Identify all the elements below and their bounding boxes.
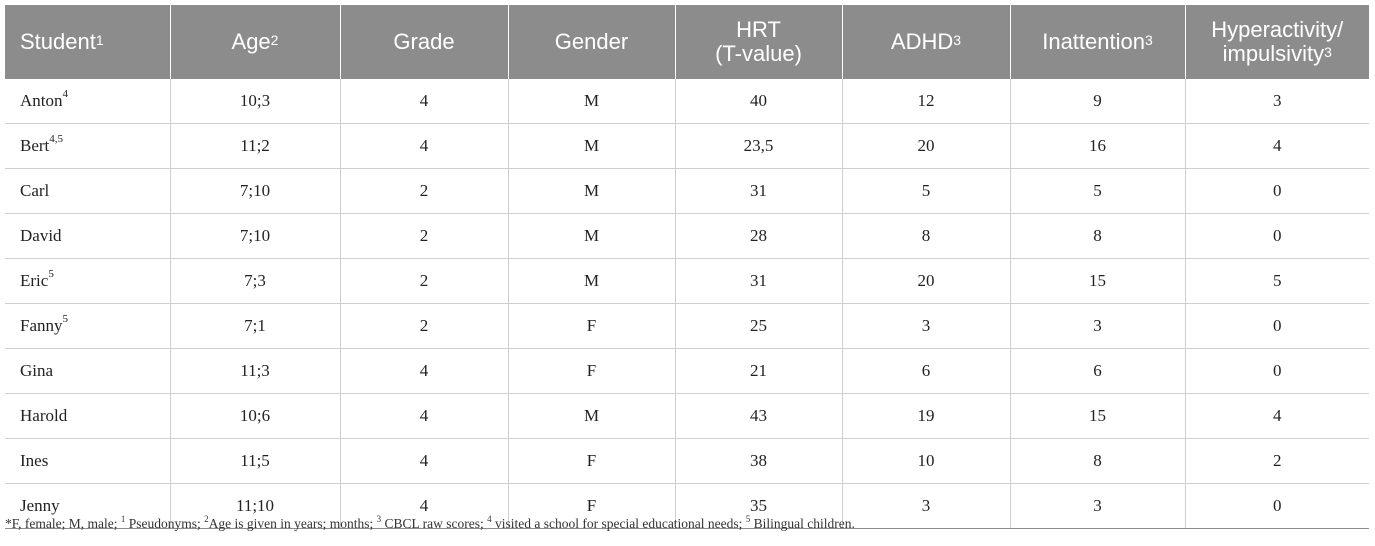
cell-gender: M	[508, 124, 675, 169]
cell-student: Gina	[5, 349, 170, 394]
table-row	[5, 439, 1369, 484]
cell-inattention: 16	[1010, 124, 1185, 169]
table-row	[5, 79, 1369, 124]
cell-inattention: 6	[1010, 349, 1185, 394]
header-adhd: ADHD$^3$	[842, 5, 1010, 79]
table-footnote: *F, female; M, male; $^1$ Pseudonyms; $^2$Age is given in years; months; $^3$ CBCL raw scores; $^4$ visited a school for special educational needs; $^5$ Bilingual children.	[5, 514, 855, 531]
header-grade: Grade	[340, 5, 508, 79]
cell-student: Anton$^4$	[5, 79, 170, 124]
cell-adhd: 3	[842, 484, 1010, 529]
cell-student: Ines	[5, 439, 170, 484]
cell-grade: 4	[340, 79, 508, 124]
cell-hyperactivity: 4	[1185, 394, 1369, 439]
cell-grade: 2	[340, 304, 508, 349]
table-row	[5, 349, 1369, 394]
cell-gender: M	[508, 169, 675, 214]
cell-student: Fanny$^5$	[5, 304, 170, 349]
table-row	[5, 394, 1369, 439]
header-gender: Gender	[508, 5, 675, 79]
cell-hrt: 28	[675, 214, 842, 259]
cell-grade: 4	[340, 349, 508, 394]
cell-hrt: 35	[675, 484, 842, 529]
cell-age: 7;10	[170, 169, 340, 214]
cell-age: 11;10	[170, 484, 340, 529]
table-container	[5, 5, 1369, 529]
cell-adhd: 8	[842, 214, 1010, 259]
header-hrt: HRT (T-value)	[675, 5, 842, 79]
cell-inattention: 15	[1010, 394, 1185, 439]
cell-grade: 4	[340, 394, 508, 439]
cell-hyperactivity: 3	[1185, 79, 1369, 124]
cell-inattention: 3	[1010, 304, 1185, 349]
cell-hyperactivity: 0	[1185, 349, 1369, 394]
cell-hyperactivity: 0	[1185, 169, 1369, 214]
cell-hyperactivity: 0	[1185, 484, 1369, 529]
cell-hrt: 43	[675, 394, 842, 439]
cell-inattention: 15	[1010, 259, 1185, 304]
cell-hrt: 38	[675, 439, 842, 484]
cell-hrt: 40	[675, 79, 842, 124]
cell-inattention: 3	[1010, 484, 1185, 529]
cell-age: 11;5	[170, 439, 340, 484]
cell-student: Bert$^{4,5}$	[5, 124, 170, 169]
cell-adhd: 20	[842, 259, 1010, 304]
cell-hrt: 31	[675, 259, 842, 304]
cell-student: Eric$^5$	[5, 259, 170, 304]
cell-gender: M	[508, 214, 675, 259]
cell-age: 10;6	[170, 394, 340, 439]
cell-gender: F	[508, 484, 675, 529]
cell-inattention: 8	[1010, 214, 1185, 259]
cell-age: 11;3	[170, 349, 340, 394]
cell-gender: M	[508, 394, 675, 439]
header-row	[5, 5, 1369, 79]
cell-student: David	[5, 214, 170, 259]
cell-grade: 4	[340, 124, 508, 169]
cell-grade: 2	[340, 214, 508, 259]
cell-gender: M	[508, 79, 675, 124]
cell-grade: 2	[340, 169, 508, 214]
cell-hyperactivity: 5	[1185, 259, 1369, 304]
cell-hrt: 23,5	[675, 124, 842, 169]
cell-hyperactivity: 2	[1185, 439, 1369, 484]
header-hyperactivity: Hyperactivity/ impulsivity$^3$	[1185, 5, 1369, 79]
cell-gender: F	[508, 439, 675, 484]
table-row	[5, 214, 1369, 259]
cell-gender: F	[508, 349, 675, 394]
header-student: Student$^1$	[5, 5, 170, 79]
table-row	[5, 259, 1369, 304]
cell-hrt: 31	[675, 169, 842, 214]
cell-age: 7;1	[170, 304, 340, 349]
cell-gender: F	[508, 304, 675, 349]
cell-hyperactivity: 0	[1185, 304, 1369, 349]
cell-inattention: 5	[1010, 169, 1185, 214]
table-row	[5, 124, 1369, 169]
cell-student: Harold	[5, 394, 170, 439]
cell-adhd: 20	[842, 124, 1010, 169]
cell-inattention: 9	[1010, 79, 1185, 124]
cell-student: Jenny	[5, 484, 170, 529]
cell-hrt: 21	[675, 349, 842, 394]
cell-adhd: 19	[842, 394, 1010, 439]
cell-grade: 4	[340, 439, 508, 484]
cell-hyperactivity: 0	[1185, 214, 1369, 259]
cell-grade: 2	[340, 259, 508, 304]
cell-hrt: 25	[675, 304, 842, 349]
cell-adhd: 5	[842, 169, 1010, 214]
cell-adhd: 12	[842, 79, 1010, 124]
participants-table	[5, 5, 1369, 529]
header-age: Age$^2$	[170, 5, 340, 79]
table-body	[5, 79, 1369, 529]
table-row	[5, 169, 1369, 214]
cell-age: 11;2	[170, 124, 340, 169]
cell-age: 10;3	[170, 79, 340, 124]
table-row	[5, 304, 1369, 349]
cell-age: 7;3	[170, 259, 340, 304]
cell-grade: 4	[340, 484, 508, 529]
cell-adhd: 3	[842, 304, 1010, 349]
cell-age: 7;10	[170, 214, 340, 259]
cell-adhd: 6	[842, 349, 1010, 394]
cell-student: Carl	[5, 169, 170, 214]
cell-gender: M	[508, 259, 675, 304]
cell-inattention: 8	[1010, 439, 1185, 484]
cell-hyperactivity: 4	[1185, 124, 1369, 169]
cell-adhd: 10	[842, 439, 1010, 484]
header-inattention: Inattention$^3$	[1010, 5, 1185, 79]
